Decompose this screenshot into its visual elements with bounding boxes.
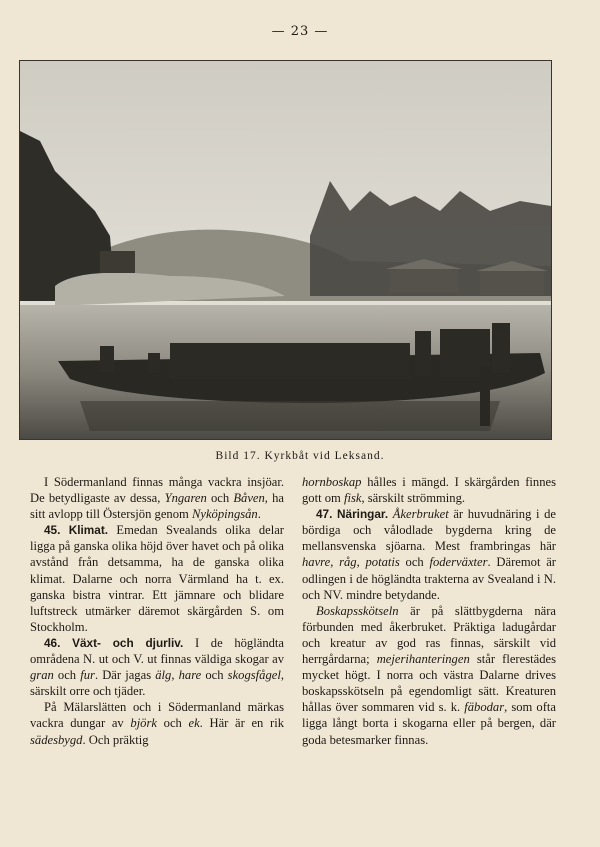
section-title: Växt- och djurliv. — [72, 635, 184, 650]
paragraph-malar-plain: På Mälarslätten och i Södermanland märkas vackra dungar av björk och ek. Här är en rik sädesbygd. Och präktig — [30, 700, 284, 747]
section-47-industries: 47. Näringar. Åkerbruket är huvudnäring i de bördiga och vålodlade bygderna kring de mellansvenska sjöarna. Mest frambringas här havre, råg, potatis och foderväxter. Däremot är odlingen i de högländta trakterna av Svealand i N. och NV. mindre betydande. — [302, 507, 557, 602]
page-number: — 23 — — [271, 24, 329, 39]
photo-illustration — [20, 61, 551, 439]
church-boat-photo — [19, 60, 552, 440]
section-46-flora-fauna: 46. Växt- och djurliv. I de högländta områdena N. ut och V. ut finnas väldiga skogar av gran och fur. Där jagas älg, hare och skogsfågel, särskilt orre och tjäder. — [30, 635, 284, 699]
figure-caption: Bild 17. Kyrkbåt vid Leksand. — [215, 450, 385, 462]
section-number: 46. — [44, 635, 61, 650]
section-title: Näringar. — [337, 507, 389, 522]
section-number: 45. — [44, 523, 61, 538]
paragraph-lakes: I Södermanland finnas många vackra insjöar. De betydligaste av dessa, Yngaren och Båven, ha sitt avlopp till Östersjön genom Nyköpingsån. — [30, 475, 285, 522]
section-number: 47. — [316, 507, 333, 522]
paragraph-livestock: Boskapsskötseln är på slättbygderna nära förbunden med åkerbruket. Präktiga ladugårdar och kreatur av god ras finnas, särskilt vid herrgårdarna; mejerihanteringen står flerestädes mycket högt. I norra och västra Dalarne drives boskapsskötseln på egendomligt sätt. Kreaturen hållas över sommaren vid s. k. fäbodar, som ofta ligga långt borta i skogarna eller på bergen, där goda betesmarker finnas. — [302, 603, 556, 747]
left-column — [30, 474, 284, 748]
paragraph-cattle-fish: hornboskap hålles i mängd. I skärgården finnes gott om fisk, särskilt strömming. — [302, 475, 556, 506]
right-column — [302, 474, 556, 748]
section-title: Klimat. — [68, 523, 109, 538]
section-45-climate: 45. Klimat. Emedan Svealands olika delar ligga på ganska olika höjd över havet och på olika avstånd från detsamma, ha de ganska olika klimat. Dalarne och norra Värmland ha t. ex. ganska bistra vintrar. Ett jämnare och blidare luftstreck utmärker däremot skärgården S. om Stockholm. — [30, 523, 284, 634]
body-text — [30, 474, 556, 748]
